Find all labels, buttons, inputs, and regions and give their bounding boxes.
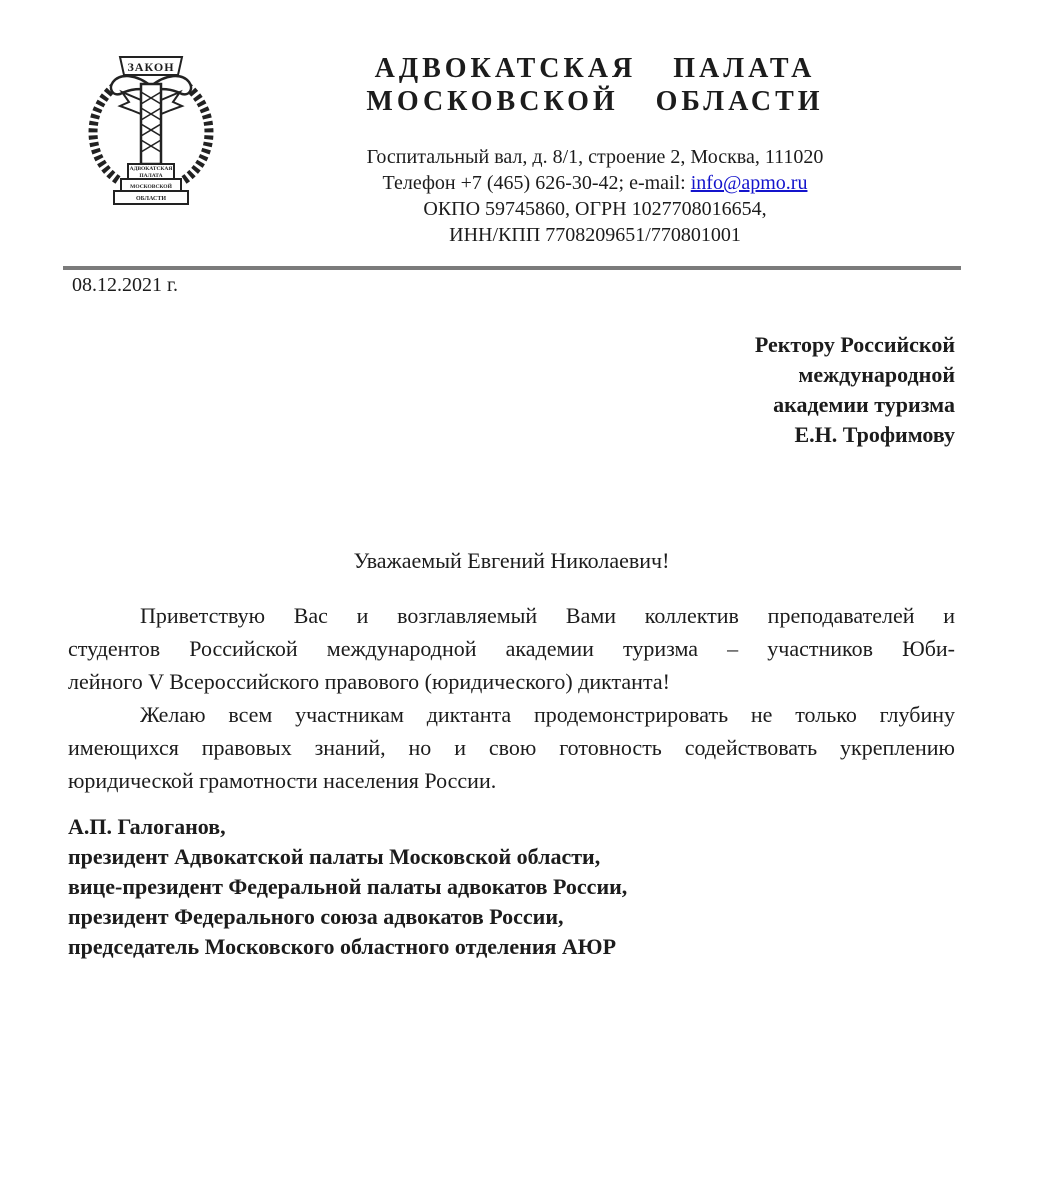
letter-date: 08.12.2021 г. (72, 274, 178, 296)
signature-block (68, 812, 627, 962)
pedestal-text-3: МОСКОВСКОЙ (130, 184, 172, 190)
org-name-line-1: АДВОКАТСКАЯ ПАЛАТА (374, 53, 816, 84)
wing-left (120, 92, 141, 114)
body-line: юридической грамотности населения России. (68, 768, 497, 793)
body-line: Приветствую Вас и возглавляемый Вами коллектив преподавателей и (140, 603, 955, 628)
body-line: студентов Российской международной академии туризма – участников Юби- (68, 636, 955, 661)
recipient-line: академии туризма (773, 392, 955, 417)
wing-right (161, 92, 182, 114)
pedestal-text-1: АДВОКАТСКАЯ (129, 166, 173, 172)
recipient-block (755, 330, 955, 450)
pedestal-text-2: ПАЛАТА (139, 173, 163, 179)
contact-block (235, 144, 955, 248)
banner-text: ЗАКОН (127, 60, 175, 74)
body-paragraph (68, 599, 955, 698)
letterhead (235, 52, 955, 248)
signature-line: вице-президент Федеральной палаты адвокатов России, (68, 874, 628, 899)
phone-email-prefix: Телефон +7 (465) 626-30-42; e-mail: (382, 172, 691, 194)
signature-line: председатель Московского областного отделения АЮР (68, 934, 617, 959)
pedestal-text-4: ОБЛАСТИ (136, 196, 166, 202)
body-line: имеющихся правовых знаний, но и свою готовность содействовать укреплению (68, 735, 955, 760)
apmo-emblem-logo (84, 54, 218, 212)
email-link[interactable]: info@apmo.ru (690, 172, 808, 194)
address-line: Госпитальный вал, д. 8/1, строение 2, Москва, 111020 (366, 146, 824, 168)
wreath-left-branch (93, 87, 118, 180)
signature-line: А.П. Галоганов, (68, 814, 226, 839)
signature-line: президент Адвокатской палаты Московской области, (68, 844, 601, 869)
recipient-line: Ректору Российской (754, 332, 955, 357)
wreath-right-branch (184, 87, 209, 180)
salutation: Уважаемый Евгений Николаевич! (353, 548, 670, 573)
letter-body (68, 599, 955, 797)
body-line: лейного V Всероссийского правового (юридического) диктанта! (68, 669, 670, 694)
org-name-line-2: МОСКОВСКОЙ ОБЛАСТИ (366, 86, 824, 117)
recipient-line: Е.Н. Трофимову (794, 422, 955, 447)
body-paragraph (68, 698, 955, 797)
registry-line-1: ОКПО 59745860, ОГРН 1027708016654, (423, 198, 767, 220)
header-divider (63, 266, 961, 270)
recipient-line: международной (798, 362, 955, 387)
body-line: Желаю всем участникам диктанта продемонстрировать не только глубину (140, 702, 955, 727)
registry-line-2: ИНН/КПП 7708209651/770801001 (449, 224, 741, 246)
phone-email-line (235, 170, 955, 196)
column (141, 84, 161, 164)
signature-line: президент Федерального союза адвокатов России, (68, 904, 564, 929)
